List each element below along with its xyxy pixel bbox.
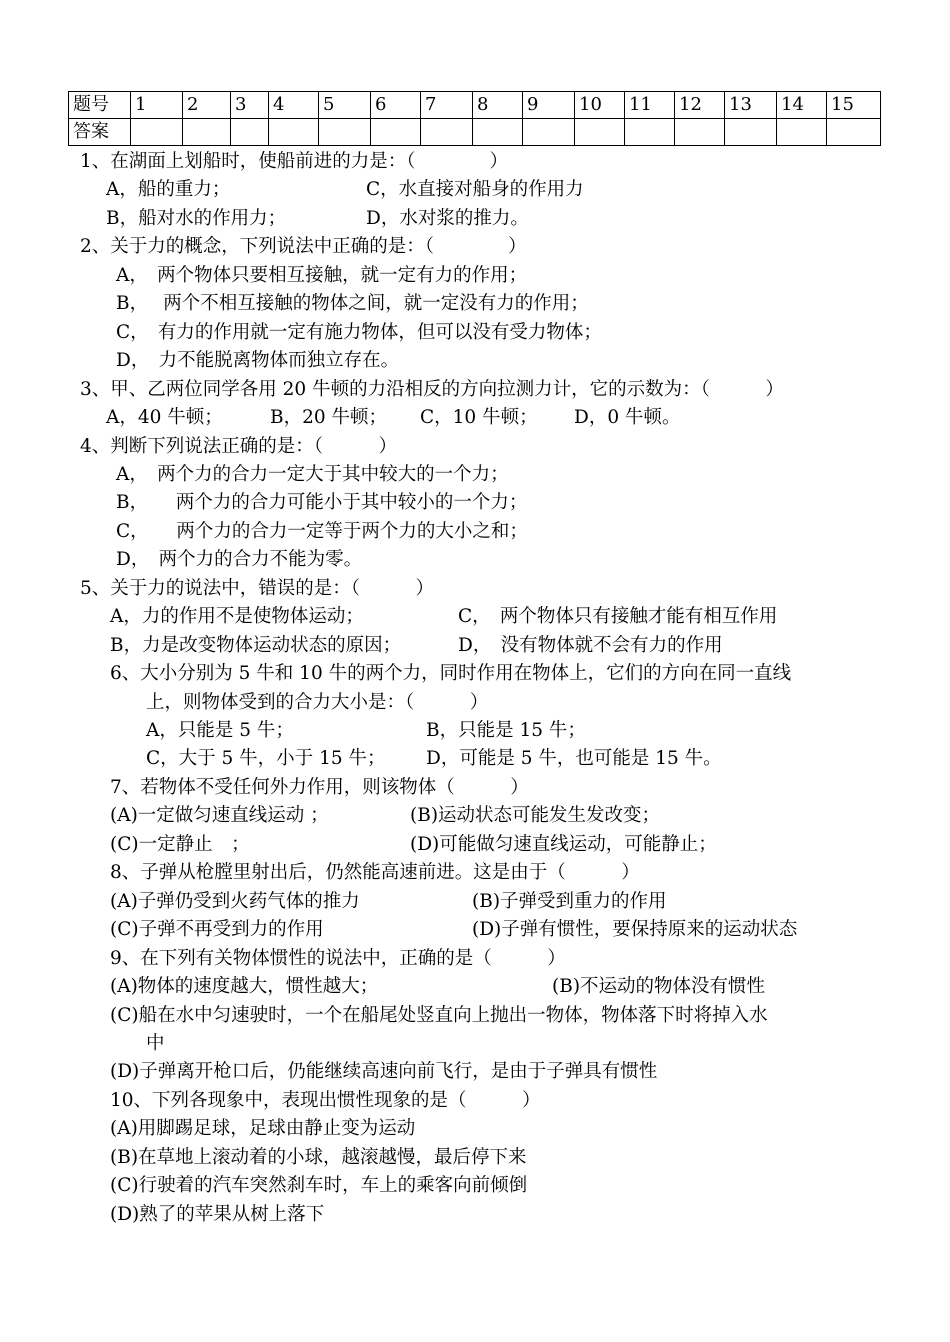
- answer-cell[interactable]: [625, 119, 675, 146]
- question-number-cell: 14: [777, 92, 827, 119]
- question-number-cell: 15: [827, 92, 881, 119]
- answer-cell[interactable]: [473, 119, 523, 146]
- answer-cell[interactable]: [421, 119, 473, 146]
- text-segment: 7、若物体不受任何外力作用，则该物体（ ）: [110, 776, 529, 798]
- text-segment: B， 两个力的合力可能小于其中较小的一个力；: [116, 492, 528, 514]
- text-segment: C， 两个物体只有接触才能有相互作用: [458, 606, 778, 628]
- answer-cell[interactable]: [269, 119, 319, 146]
- text-segment: A，40 牛顿；: [106, 407, 223, 429]
- text-segment: C，大于 5 牛，小于 15 牛；: [146, 748, 386, 770]
- question-number-cell: 7: [421, 92, 473, 119]
- text-segment: (C)一定静止 ；: [110, 833, 250, 855]
- question-number-cell: 9: [523, 92, 575, 119]
- text-segment: 9、在下列有关物体惯性的说法中，正确的是（ ）: [110, 947, 566, 969]
- text-segment: (D)子弹有惯性，要保持原来的运动状态: [472, 919, 798, 941]
- text-segment: A，船的重力；: [106, 179, 231, 201]
- question-number-cell: 13: [725, 92, 777, 119]
- question-number-cell: 11: [625, 92, 675, 119]
- text-segment: (A)一定做匀速直线运动 ；: [110, 805, 329, 827]
- answer-cell[interactable]: [725, 119, 777, 146]
- text-segment: (B)子弹受到重力的作用: [472, 890, 667, 912]
- text-segment: D， 力不能脱离物体而独立存在。: [116, 350, 400, 372]
- text-segment: 中: [146, 1032, 165, 1054]
- text-segment: A，力的作用不是使物体运动；: [110, 606, 364, 628]
- question-number-cell: 2: [183, 92, 231, 119]
- question-number-cell: 6: [371, 92, 421, 119]
- question-number-cell: 12: [675, 92, 725, 119]
- text-segment: B，只能是 15 牛；: [426, 720, 586, 741]
- answer-cell[interactable]: [231, 119, 269, 146]
- text-segment: B， 两个不相互接触的物体之间，就一定没有力的作用；: [116, 293, 589, 315]
- text-segment: (C)子弹不再受到力的作用: [110, 919, 324, 941]
- text-segment: C， 两个力的合力一定等于两个力的大小之和；: [116, 520, 528, 542]
- question-number-row: [69, 92, 881, 119]
- text-segment: 5、关于力的说法中，错误的是：（ ）: [80, 577, 435, 599]
- text-segment: (A)用脚踢足球，足球由静止变为运动: [110, 1118, 416, 1140]
- text-segment: 3、甲、乙两位同学各用 20 牛顿的力沿相反的方向拉测力计，它的示数为：（ ）: [80, 378, 784, 400]
- text-segment: 6、大小分别为 5 牛和 10 牛的两个力，同时作用在物体上，它们的方向在同一直线: [110, 663, 792, 685]
- answer-table: [68, 91, 881, 146]
- text-segment: 8、子弹从枪膛里射出后，仍然能高速前进。这是由于（ ）: [110, 862, 640, 884]
- answer-cell[interactable]: [675, 119, 725, 146]
- answer-cell[interactable]: [575, 119, 625, 146]
- text-segment: (A)物体的速度越大，惯性越大；: [110, 976, 379, 998]
- question-number-cell: 10: [575, 92, 625, 119]
- text-segment: B，船对水的作用力；: [106, 207, 287, 229]
- text-segment: A，只能是 5 牛；: [146, 720, 294, 741]
- question-number-cell: 4: [269, 92, 319, 119]
- text-segment: C，10 牛顿；: [420, 407, 538, 429]
- text-segment: 2、关于力的概念，下列说法中正确的是：（ ）: [80, 236, 527, 258]
- answer-cell[interactable]: [777, 119, 827, 146]
- text-segment: (C)行驶着的汽车突然刹车时，车上的乘客向前倾倒: [110, 1175, 528, 1197]
- question-number-cell: 1: [131, 92, 183, 119]
- text-segment: (B)不运动的物体没有惯性: [552, 976, 766, 998]
- text-segment: 1、在湖面上划船时，使船前进的力是：（ ）: [80, 151, 509, 172]
- answer-cell[interactable]: [827, 119, 881, 146]
- answer-cell[interactable]: [523, 119, 575, 146]
- answer-cell[interactable]: [183, 119, 231, 146]
- text-segment: (D)子弹离开枪口后，仍能继续高速向前飞行，是由于子弹具有惯性: [110, 1061, 658, 1083]
- text-segment: (D)可能做匀速直线运动，可能静止；: [410, 833, 717, 855]
- text-segment: B，力是改变物体运动状态的原因；: [110, 634, 402, 656]
- question-number-cell: 8: [473, 92, 523, 119]
- answer-cell[interactable]: [131, 119, 183, 146]
- text-segment: C， 有力的作用就一定有施力物体，但可以没有受力物体；: [116, 321, 602, 343]
- text-segment: 4、判断下列说法正确的是：（ ）: [80, 435, 398, 457]
- text-segment: (C)船在水中匀速驶时，一个在船尾处竖直向上抛出一物体，物体落下时将掉入水: [110, 1004, 768, 1026]
- text-segment: A， 两个物体只要相互接触，就一定有力的作用；: [116, 264, 528, 286]
- text-segment: 10、下列各现象中，表现出惯性现象的是（ ）: [110, 1089, 541, 1111]
- question-number-label: 题号: [69, 92, 131, 119]
- answer-cell[interactable]: [319, 119, 371, 146]
- text-segment: 上，则物体受到的合力大小是：（ ）: [146, 691, 489, 713]
- answer-row: [69, 119, 881, 146]
- text-segment: (A)子弹仍受到火药气体的推力: [110, 890, 360, 912]
- text-segment: (D)熟了的苹果从树上落下: [110, 1203, 325, 1225]
- text-segment: D，水对浆的推力。: [366, 207, 529, 229]
- text-segment: D，0 牛顿。: [574, 407, 681, 429]
- text-segment: C，水直接对船身的作用力: [366, 179, 584, 201]
- text-segment: D， 没有物体就不会有力的作用: [458, 634, 723, 656]
- question-number-cell: 3: [231, 92, 269, 119]
- text-segment: B，20 牛顿；: [270, 407, 388, 429]
- text-segment: (B)运动状态可能发生发改变；: [410, 805, 661, 827]
- answer-label: 答案: [69, 119, 131, 146]
- text-segment: (B)在草地上滚动着的小球，越滚越慢，最后停下来: [110, 1146, 527, 1168]
- question-number-cell: 5: [319, 92, 371, 119]
- text-segment: A， 两个力的合力一定大于其中较大的一个力；: [116, 463, 509, 485]
- text-segment: D，可能是 5 牛，也可能是 15 牛。: [426, 748, 722, 770]
- text-segment: D， 两个力的合力不能为零。: [116, 549, 363, 571]
- answer-cell[interactable]: [371, 119, 421, 146]
